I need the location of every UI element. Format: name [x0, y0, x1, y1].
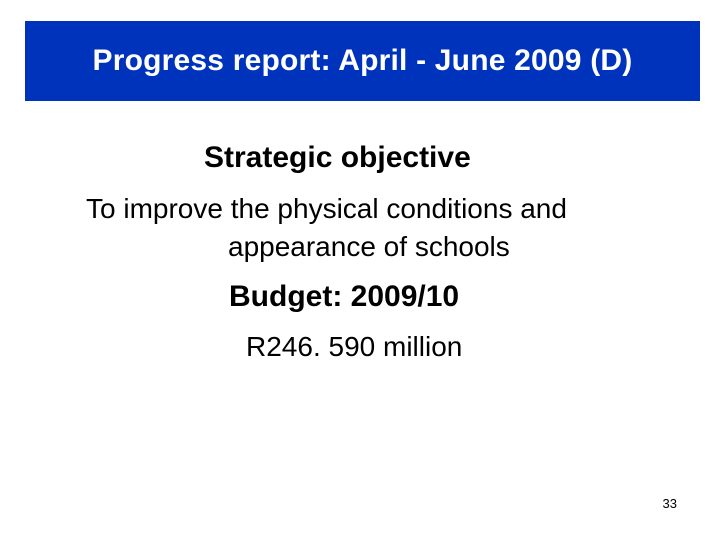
budget-amount: R246. 590 million: [246, 331, 463, 362]
strategic-objective-heading: Strategic objective: [204, 141, 471, 174]
title-bar: [25, 21, 700, 101]
budget-heading: Budget: 2009/10: [229, 280, 460, 313]
slide-number: 33: [662, 496, 677, 511]
objective-text-line2: appearance of schools: [228, 231, 510, 262]
objective-text-line1: To improve the physical conditions and: [86, 193, 567, 224]
slide-title: Progress report: April - June 2009 (D): [92, 44, 633, 77]
